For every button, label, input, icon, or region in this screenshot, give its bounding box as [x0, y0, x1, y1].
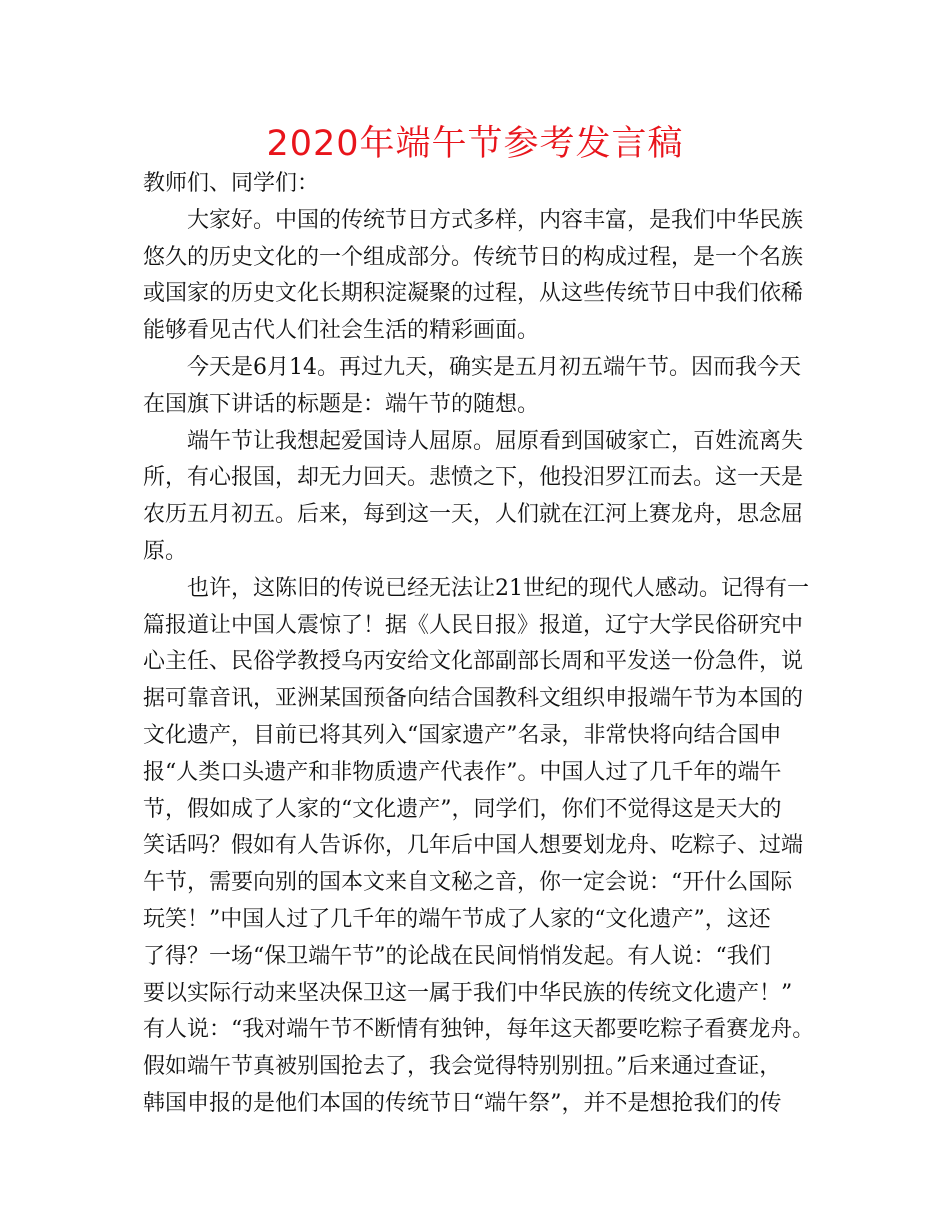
- body-text-line: 笑话吗？假如有人告诉你，几年后中国人想要划龙舟、吃粽子、过端: [143, 833, 804, 859]
- body-text-line: 了得？一场“保卫端午节”的论战在民间悄悄发起。有人说：“我们: [143, 943, 771, 969]
- body-text-line: 所，有心报国，却无力回天。悲愤之下，他投汨罗江而去。这一天是: [143, 465, 804, 491]
- body-text-line: 韩国申报的是他们本国的传统节日“端午祭”，并不是想抢我们的传: [143, 1090, 782, 1116]
- body-text-line: 也许，这陈旧的传说已经无法让21世纪的现代人感动。记得有一: [187, 575, 809, 601]
- body-text-line: 或国家的历史文化长期积淀凝聚的过程，从这些传统节日中我们依稀: [143, 281, 804, 307]
- document-title: 2020年端午节参考发言稿: [266, 124, 684, 164]
- body-text-line: 假如端午节真被别国抢去了，我会觉得特别别扭。”后来通过查证，: [143, 1054, 782, 1080]
- body-text-line: 在国旗下讲话的标题是：端午节的随想。: [143, 391, 540, 417]
- document-body: [143, 166, 823, 1123]
- body-text-line: 有人说：“我对端午节不断情有独钟，每年这天都要吃粽子看赛龙舟。: [143, 1017, 815, 1043]
- body-text-line: 午节，需要向别的国本文来自文秘之音，你一定会说：“开什么国际: [143, 870, 793, 896]
- body-text-line: 教师们、同学们：: [143, 171, 320, 196]
- body-text-line: 节，假如成了人家的“文化遗产”，同学们，你们不觉得这是天大的: [143, 796, 782, 822]
- body-text-line: 能够看见古代人们社会生活的精彩画面。: [143, 318, 540, 344]
- body-text-line: 悠久的历史文化的一个组成部分。传统节日的构成过程，是一个名族: [143, 244, 804, 270]
- body-text-line: 大家好。中国的传统节日方式多样，内容丰富，是我们中华民族: [187, 207, 804, 233]
- body-text-line: 据可靠音讯，亚洲某国预备向结合国教科文组织申报端午节为本国的: [143, 686, 804, 712]
- body-text-line: 玩笑！”中国人过了几千年的端午节成了人家的“文化遗产”，这还: [143, 906, 771, 932]
- body-text-line: 心主任、民俗学教授乌丙安给文化部副部长周和平发送一份急件，说: [143, 649, 804, 675]
- body-text-line: 报“人类口头遗产和非物质遗产代表作”。中国人过了几千年的端午: [143, 759, 782, 785]
- body-text-line: 篇报道让中国人震惊了！据《人民日报》报道，辽宁大学民俗研究中: [143, 612, 804, 638]
- body-text-line: 要以实际行动来坚决保卫这一属于我们中华民族的传统文化遗产！”: [143, 980, 793, 1006]
- body-text-line: 今天是6月14。再过九天，确实是五月初五端午节。因而我今天: [187, 354, 801, 380]
- body-text-line: 文化遗产，目前已将其列入“国家遗产”名录，非常快将向结合国申: [143, 722, 782, 748]
- body-text-line: 端午节让我想起爱国诗人屈原。屈原看到国破家亡，百姓流离失: [187, 428, 804, 454]
- body-text-line: 农历五月初五。后来，每到这一天，人们就在江河上赛龙舟，思念屈: [143, 502, 804, 528]
- body-text-line: 原。: [143, 538, 188, 564]
